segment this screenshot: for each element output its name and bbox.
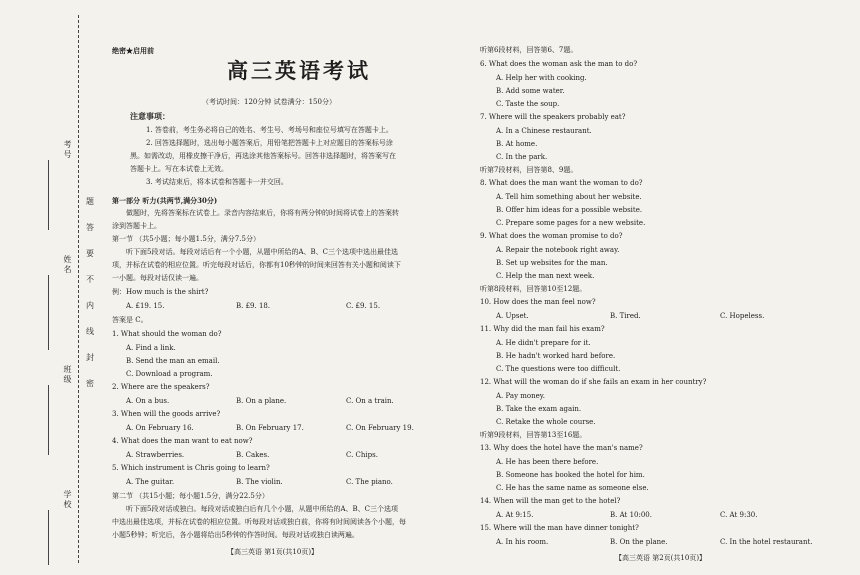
part1-title: 第一部分 听力(共两节,满分30分) [112, 196, 218, 205]
page-footer: 【高三英语 第2页(共10页)】 [615, 554, 707, 562]
question: 6. What does the woman ask the man to do? [480, 60, 638, 68]
secret-mark: 绝密★启用前 [112, 46, 154, 55]
option: B. He hadn't worked hard before. [496, 352, 616, 360]
question: 13. Why does the hotel have the man's name? [480, 444, 643, 452]
option: A. £19. 15. [126, 302, 165, 310]
option: A. Help her with cooking. [496, 74, 587, 82]
sec2-desc: 中选出最佳选项，并标在试卷的相应位置。听每段对话或独白前，你将有时间阅读各个小题，每 [112, 518, 406, 526]
option: B. Someone has booked the hotel for him. [496, 471, 645, 479]
xuexiao-line [48, 510, 57, 565]
option: A. Upset. [496, 312, 529, 320]
xingming-line [48, 275, 57, 350]
material-header: 听第9段材料，回答第13至16题。 [480, 431, 587, 439]
option: A. He has been there before. [496, 458, 599, 466]
option: A. In his room. [496, 538, 549, 546]
sec1-desc: 一小题。每段对话仅读一遍。 [112, 274, 203, 282]
option: C. Taste the soup. [496, 100, 560, 108]
option: A. On a bus. [126, 397, 170, 405]
option: C. Prepare some pages for a new website. [496, 219, 646, 227]
option: C. Chips. [346, 451, 378, 459]
option: C. Download a program. [126, 370, 213, 378]
question: 2. Where are the speakers? [112, 383, 210, 391]
option: A. In a Chinese restaurant. [496, 127, 592, 135]
option: B. On the plane. [610, 538, 668, 546]
option: C. Retake the whole course. [496, 418, 596, 426]
question: 5. Which instrument is Chris going to learn? [112, 464, 270, 472]
material-header: 听第7段材料，回答第8、9题。 [480, 166, 578, 174]
option: C. On a train. [346, 397, 394, 405]
option: C. On February 19. [346, 424, 414, 432]
option: B. Set up websites for the man. [496, 259, 608, 267]
binding-margin [0, 0, 100, 575]
banji-line [48, 385, 57, 455]
question: 8. What does the man want the woman to do? [480, 179, 643, 187]
option: B. Cakes. [236, 451, 270, 459]
seal-char: 答 [86, 223, 94, 232]
example-question: 例：How much is the shirt? [112, 288, 209, 296]
option: B. The violin. [236, 478, 283, 486]
option: C. In the park. [496, 153, 548, 161]
question: 14. When will the man get to the hotel? [480, 497, 621, 505]
label-banji: 班级 [63, 365, 72, 385]
notice-line: 答题卡上。写在本试卷上无效。 [130, 165, 228, 173]
question: 7. Where will the speakers probably eat? [480, 113, 626, 121]
notice-line: 1. 答卷前，考生务必将自己的姓名、考生号、考场号和座位号填写在答题卡上。 [146, 126, 393, 134]
material-header: 听第6段材料，回答第6、7题。 [480, 46, 578, 54]
seal-char: 线 [86, 327, 94, 336]
part1-desc: 涂到答题卡上。 [112, 222, 161, 230]
seal-char: 内 [86, 301, 94, 310]
option: B. On February 17. [236, 424, 304, 432]
sec1-desc: 听下面5段对话。每段对话后有一个小题，从题中所给的A、B、C三个选项中选出最佳选 [126, 248, 399, 256]
question: 1. What should the woman do? [112, 330, 222, 338]
option: C. The piano. [346, 478, 393, 486]
sec2-title: 第二节 （共15小题；每小题1.5分，满分22.5分） [112, 492, 269, 500]
example-answer: 答案是 C。 [112, 316, 148, 324]
exam-info: （考试时间：120分钟 试卷满分：150分） [202, 98, 336, 106]
option: B. Add some water. [496, 87, 565, 95]
question: 3. When will the goods arrive? [112, 410, 221, 418]
option: C. Hopeless. [720, 312, 765, 320]
option: C. Help the man next week. [496, 272, 595, 280]
option: A. On February 16. [126, 424, 194, 432]
question: 4. What does the man want to eat now? [112, 437, 253, 445]
seal-char: 密 [86, 379, 94, 388]
option: B. Offer him ideas for a possible website. [496, 206, 643, 214]
option: C. £9. 15. [346, 302, 381, 310]
notice-title: 注意事项： [130, 111, 170, 121]
label-xingming: 姓名 [63, 255, 72, 275]
seal-char: 封 [86, 353, 94, 362]
material-header: 听第8段材料，回答第10至12题。 [480, 285, 587, 293]
option: A. Repair the notebook right away. [496, 246, 620, 254]
seal-dashed-line [78, 15, 79, 563]
question: 10. How does the man feel now? [480, 298, 596, 306]
option: C. In the hotel restaurant. [720, 538, 813, 546]
option: B. Tired. [610, 312, 641, 320]
option: A. At 9:15. [496, 511, 534, 519]
question: 11. Why did the man fail his exam? [480, 325, 605, 333]
label-kaohao: 考号 [63, 140, 72, 160]
page-title: 高三英语考试 [227, 58, 371, 83]
notice-line: 黑。如需改动，用橡皮擦干净后，再选涂其他答案标号。回答非选择题时，将答案写在 [130, 152, 396, 160]
option: B. At 10:00. [610, 511, 652, 519]
option: A. Find a link. [126, 344, 176, 352]
sec1-title: 第一节 （共5小题；每小题1.5分，满分7.5分） [112, 235, 260, 243]
seal-char: 题 [86, 197, 94, 206]
option: B. At home. [496, 140, 538, 148]
kaohao-line [48, 160, 57, 230]
option: B. Take the exam again. [496, 405, 582, 413]
notice-line: 2. 回答选择题时，选出每小题答案后，用铅笔把答题卡上对应题目的答案标号涂 [146, 139, 393, 147]
option: B. £9. 18. [236, 302, 271, 310]
option: A. Tell him something about her website. [496, 193, 642, 201]
option: C. At 9:30. [720, 511, 758, 519]
seal-char: 要 [86, 249, 94, 258]
question: 15. Where will the man have dinner tonight? [480, 524, 639, 532]
notice-line: 3. 考试结束后，将本试卷和答题卡一并交回。 [146, 178, 288, 186]
page-footer: 【高三英语 第1页(共10页)】 [227, 548, 319, 556]
option: B. On a plane. [236, 397, 287, 405]
option: C. The questions were too difficult. [496, 365, 621, 373]
sec2-desc: 听下面5段对话或独白。每段对话或独白后有几个小题，从题中所给的A、B、C三个选项 [126, 505, 399, 513]
option: A. Strawberries. [126, 451, 185, 459]
part1-desc: 做题时，先将答案标在试卷上。录音内容结束后，你将有两分钟的时间将试卷上的答案转 [126, 209, 399, 217]
question: 12. What will the woman do if she fails an exam in her country? [480, 378, 707, 386]
sec1-desc: 项，并标在试卷的相应位置。听完每段对话后，你都有10秒钟的时间来回答有关小题和阅读下 [112, 261, 401, 269]
seal-char: 不 [86, 275, 94, 284]
option: A. The guitar. [126, 478, 175, 486]
option: B. Send the man an email. [126, 357, 220, 365]
label-xuexiao: 学校 [63, 490, 72, 510]
option: C. He has the same name as someone else. [496, 484, 649, 492]
option: A. Pay money. [496, 392, 546, 400]
question: 9. What does the woman promise to do? [480, 232, 623, 240]
option: A. He didn't prepare for it. [496, 339, 591, 347]
sec2-desc: 小题5秒钟；听完后，各小题将给出5秒钟的作答时间。每段对话或独白读两遍。 [112, 531, 359, 539]
